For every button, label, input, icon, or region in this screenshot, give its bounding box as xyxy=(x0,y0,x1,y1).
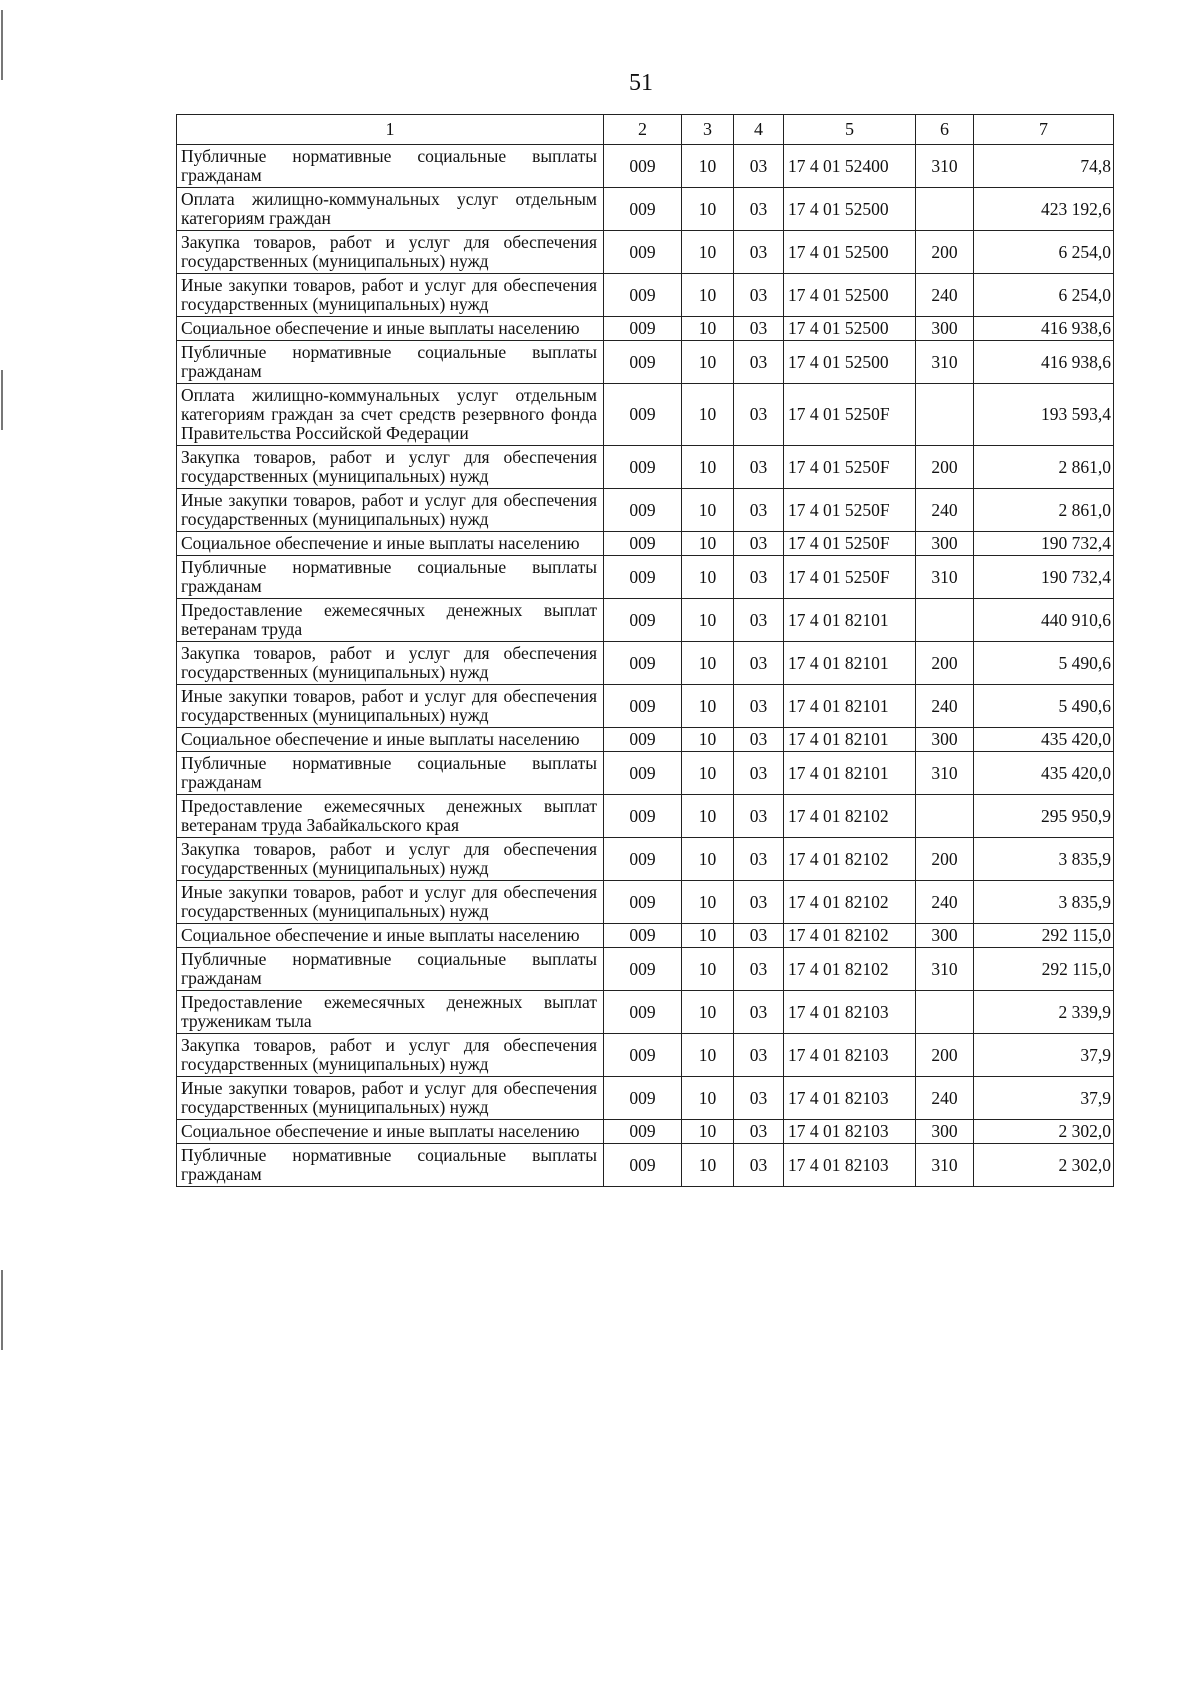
row-col4-cell: 03 xyxy=(734,1144,784,1187)
row-col2-cell: 009 xyxy=(604,728,682,752)
row-code-cell: 17 4 01 82101 xyxy=(784,728,916,752)
table-row xyxy=(177,924,1114,948)
row-type-cell: 310 xyxy=(916,556,974,599)
row-type-cell: 310 xyxy=(916,145,974,188)
row-name-cell: Закупка товаров, работ и услуг для обеспечения государственных (муниципальных) нужд xyxy=(177,231,604,274)
row-col3-cell: 10 xyxy=(682,599,734,642)
row-col3-cell: 10 xyxy=(682,752,734,795)
row-col2-cell: 009 xyxy=(604,685,682,728)
row-type-cell: 200 xyxy=(916,1034,974,1077)
row-name-cell: Социальное обеспечение и иные выплаты населению xyxy=(177,317,604,341)
table-row xyxy=(177,642,1114,685)
row-type-cell: 310 xyxy=(916,948,974,991)
row-col2-cell: 009 xyxy=(604,795,682,838)
row-code-cell: 17 4 01 82103 xyxy=(784,991,916,1034)
row-col2-cell: 009 xyxy=(604,838,682,881)
row-type-cell: 240 xyxy=(916,489,974,532)
row-name-cell: Публичные нормативные социальные выплаты гражданам xyxy=(177,145,604,188)
row-amount-cell: 435 420,0 xyxy=(974,752,1114,795)
row-type-cell xyxy=(916,599,974,642)
row-amount-cell: 37,9 xyxy=(974,1034,1114,1077)
budget-table xyxy=(176,114,1114,1187)
row-col3-cell: 10 xyxy=(682,556,734,599)
row-name-cell: Иные закупки товаров, работ и услуг для обеспечения государственных (муниципальных) нужд xyxy=(177,685,604,728)
row-amount-cell: 292 115,0 xyxy=(974,924,1114,948)
row-name-cell: Предоставление ежемесячных денежных выплат ветеранам труда Забайкальского края xyxy=(177,795,604,838)
row-code-cell: 17 4 01 82102 xyxy=(784,924,916,948)
row-col3-cell: 10 xyxy=(682,1120,734,1144)
row-col4-cell: 03 xyxy=(734,532,784,556)
table-row xyxy=(177,991,1114,1034)
table-row xyxy=(177,231,1114,274)
row-code-cell: 17 4 01 52500 xyxy=(784,341,916,384)
table-row xyxy=(177,188,1114,231)
row-col2-cell: 009 xyxy=(604,1034,682,1077)
row-amount-cell: 416 938,6 xyxy=(974,341,1114,384)
row-code-cell: 17 4 01 82102 xyxy=(784,948,916,991)
row-col4-cell: 03 xyxy=(734,728,784,752)
table-row xyxy=(177,274,1114,317)
row-col4-cell: 03 xyxy=(734,188,784,231)
row-col2-cell: 009 xyxy=(604,341,682,384)
row-amount-cell: 37,9 xyxy=(974,1077,1114,1120)
row-col2-cell: 009 xyxy=(604,991,682,1034)
row-code-cell: 17 4 01 52500 xyxy=(784,188,916,231)
row-amount-cell: 74,8 xyxy=(974,145,1114,188)
table-row xyxy=(177,384,1114,446)
scan-edge-marks xyxy=(0,0,4,1696)
row-name-cell: Социальное обеспечение и иные выплаты населению xyxy=(177,924,604,948)
row-col3-cell: 10 xyxy=(682,446,734,489)
row-code-cell: 17 4 01 82103 xyxy=(784,1077,916,1120)
row-col4-cell: 03 xyxy=(734,1034,784,1077)
row-col3-cell: 10 xyxy=(682,924,734,948)
row-code-cell: 17 4 01 82101 xyxy=(784,599,916,642)
row-col4-cell: 03 xyxy=(734,231,784,274)
row-col2-cell: 009 xyxy=(604,1144,682,1187)
row-amount-cell: 292 115,0 xyxy=(974,948,1114,991)
row-type-cell xyxy=(916,384,974,446)
row-amount-cell: 416 938,6 xyxy=(974,317,1114,341)
row-type-cell: 300 xyxy=(916,532,974,556)
row-amount-cell: 5 490,6 xyxy=(974,642,1114,685)
row-col3-cell: 10 xyxy=(682,728,734,752)
row-amount-cell: 2 861,0 xyxy=(974,489,1114,532)
row-code-cell: 17 4 01 5250F xyxy=(784,384,916,446)
row-type-cell: 300 xyxy=(916,1120,974,1144)
row-col3-cell: 10 xyxy=(682,881,734,924)
row-col2-cell: 009 xyxy=(604,145,682,188)
row-type-cell: 310 xyxy=(916,341,974,384)
row-name-cell: Предоставление ежемесячных денежных выплат труженикам тыла xyxy=(177,991,604,1034)
header-cell-4: 4 xyxy=(734,115,784,145)
row-col3-cell: 10 xyxy=(682,838,734,881)
row-name-cell: Иные закупки товаров, работ и услуг для обеспечения государственных (муниципальных) нужд xyxy=(177,489,604,532)
table-row xyxy=(177,728,1114,752)
row-type-cell: 200 xyxy=(916,231,974,274)
row-name-cell: Публичные нормативные социальные выплаты гражданам xyxy=(177,948,604,991)
row-col2-cell: 009 xyxy=(604,642,682,685)
row-name-cell: Оплата жилищно-коммунальных услуг отдельным категориям граждан xyxy=(177,188,604,231)
row-col4-cell: 03 xyxy=(734,1120,784,1144)
header-cell-1: 1 xyxy=(177,115,604,145)
row-amount-cell: 2 302,0 xyxy=(974,1144,1114,1187)
row-col4-cell: 03 xyxy=(734,685,784,728)
row-amount-cell: 6 254,0 xyxy=(974,231,1114,274)
row-col2-cell: 009 xyxy=(604,489,682,532)
row-name-cell: Закупка товаров, работ и услуг для обеспечения государственных (муниципальных) нужд xyxy=(177,1034,604,1077)
row-amount-cell: 440 910,6 xyxy=(974,599,1114,642)
row-amount-cell: 423 192,6 xyxy=(974,188,1114,231)
table-body xyxy=(177,145,1114,1187)
row-col2-cell: 009 xyxy=(604,752,682,795)
row-type-cell xyxy=(916,991,974,1034)
row-code-cell: 17 4 01 82101 xyxy=(784,685,916,728)
table-row xyxy=(177,948,1114,991)
table-row xyxy=(177,881,1114,924)
row-amount-cell: 5 490,6 xyxy=(974,685,1114,728)
row-name-cell: Предоставление ежемесячных денежных выплат ветеранам труда xyxy=(177,599,604,642)
row-amount-cell: 2 339,9 xyxy=(974,991,1114,1034)
table-row xyxy=(177,752,1114,795)
row-type-cell: 310 xyxy=(916,752,974,795)
header-cell-7: 7 xyxy=(974,115,1114,145)
row-type-cell: 200 xyxy=(916,446,974,489)
row-col2-cell: 009 xyxy=(604,1120,682,1144)
row-col2-cell: 009 xyxy=(604,274,682,317)
row-col4-cell: 03 xyxy=(734,145,784,188)
row-amount-cell: 190 732,4 xyxy=(974,532,1114,556)
row-col4-cell: 03 xyxy=(734,795,784,838)
row-col3-cell: 10 xyxy=(682,341,734,384)
row-code-cell: 17 4 01 82103 xyxy=(784,1144,916,1187)
row-type-cell: 300 xyxy=(916,728,974,752)
row-name-cell: Иные закупки товаров, работ и услуг для обеспечения государственных (муниципальных) нужд xyxy=(177,274,604,317)
row-amount-cell: 2 302,0 xyxy=(974,1120,1114,1144)
row-col3-cell: 10 xyxy=(682,795,734,838)
row-type-cell xyxy=(916,795,974,838)
row-col4-cell: 03 xyxy=(734,948,784,991)
row-code-cell: 17 4 01 82101 xyxy=(784,752,916,795)
row-col4-cell: 03 xyxy=(734,489,784,532)
row-col2-cell: 009 xyxy=(604,881,682,924)
row-code-cell: 17 4 01 82101 xyxy=(784,642,916,685)
row-type-cell: 200 xyxy=(916,642,974,685)
row-type-cell: 240 xyxy=(916,1077,974,1120)
row-code-cell: 17 4 01 52500 xyxy=(784,317,916,341)
row-amount-cell: 3 835,9 xyxy=(974,838,1114,881)
row-name-cell: Публичные нормативные социальные выплаты гражданам xyxy=(177,752,604,795)
row-name-cell: Социальное обеспечение и иные выплаты населению xyxy=(177,728,604,752)
row-name-cell: Публичные нормативные социальные выплаты гражданам xyxy=(177,556,604,599)
row-col3-cell: 10 xyxy=(682,948,734,991)
row-col4-cell: 03 xyxy=(734,274,784,317)
row-amount-cell: 3 835,9 xyxy=(974,881,1114,924)
header-cell-5: 5 xyxy=(784,115,916,145)
row-amount-cell: 295 950,9 xyxy=(974,795,1114,838)
row-code-cell: 17 4 01 5250F xyxy=(784,489,916,532)
row-col2-cell: 009 xyxy=(604,317,682,341)
row-type-cell: 300 xyxy=(916,924,974,948)
row-col3-cell: 10 xyxy=(682,489,734,532)
row-amount-cell: 2 861,0 xyxy=(974,446,1114,489)
row-col3-cell: 10 xyxy=(682,274,734,317)
row-col3-cell: 10 xyxy=(682,1034,734,1077)
table-row xyxy=(177,341,1114,384)
row-col3-cell: 10 xyxy=(682,188,734,231)
row-name-cell: Социальное обеспечение и иные выплаты населению xyxy=(177,1120,604,1144)
row-type-cell: 240 xyxy=(916,685,974,728)
row-col3-cell: 10 xyxy=(682,231,734,274)
row-name-cell: Публичные нормативные социальные выплаты гражданам xyxy=(177,1144,604,1187)
row-name-cell: Закупка товаров, работ и услуг для обеспечения государственных (муниципальных) нужд xyxy=(177,838,604,881)
row-col3-cell: 10 xyxy=(682,685,734,728)
row-col3-cell: 10 xyxy=(682,145,734,188)
row-col4-cell: 03 xyxy=(734,341,784,384)
row-amount-cell: 190 732,4 xyxy=(974,556,1114,599)
table-row xyxy=(177,599,1114,642)
row-type-cell: 240 xyxy=(916,881,974,924)
row-col2-cell: 009 xyxy=(604,231,682,274)
row-amount-cell: 435 420,0 xyxy=(974,728,1114,752)
row-col3-cell: 10 xyxy=(682,384,734,446)
table-row xyxy=(177,1077,1114,1120)
row-code-cell: 17 4 01 5250F xyxy=(784,556,916,599)
row-code-cell: 17 4 01 82103 xyxy=(784,1120,916,1144)
row-col3-cell: 10 xyxy=(682,1077,734,1120)
row-code-cell: 17 4 01 82102 xyxy=(784,838,916,881)
row-col4-cell: 03 xyxy=(734,838,784,881)
row-name-cell: Закупка товаров, работ и услуг для обеспечения государственных (муниципальных) нужд xyxy=(177,446,604,489)
row-col2-cell: 009 xyxy=(604,532,682,556)
row-code-cell: 17 4 01 5250F xyxy=(784,446,916,489)
row-col2-cell: 009 xyxy=(604,556,682,599)
row-col4-cell: 03 xyxy=(734,991,784,1034)
row-col4-cell: 03 xyxy=(734,446,784,489)
row-col3-cell: 10 xyxy=(682,1144,734,1187)
row-name-cell: Закупка товаров, работ и услуг для обеспечения государственных (муниципальных) нужд xyxy=(177,642,604,685)
row-amount-cell: 193 593,4 xyxy=(974,384,1114,446)
row-type-cell: 240 xyxy=(916,274,974,317)
row-col3-cell: 10 xyxy=(682,642,734,685)
row-code-cell: 17 4 01 82102 xyxy=(784,881,916,924)
table-row xyxy=(177,1120,1114,1144)
row-col4-cell: 03 xyxy=(734,1077,784,1120)
row-col4-cell: 03 xyxy=(734,317,784,341)
row-type-cell xyxy=(916,188,974,231)
row-col4-cell: 03 xyxy=(734,752,784,795)
row-name-cell: Оплата жилищно-коммунальных услуг отдельным категориям граждан за счет средств резервного фонда Правительства Российской Федерации xyxy=(177,384,604,446)
row-col2-cell: 009 xyxy=(604,384,682,446)
table-row xyxy=(177,556,1114,599)
row-col3-cell: 10 xyxy=(682,532,734,556)
row-type-cell: 200 xyxy=(916,838,974,881)
row-code-cell: 17 4 01 52500 xyxy=(784,274,916,317)
row-code-cell: 17 4 01 82103 xyxy=(784,1034,916,1077)
row-col3-cell: 10 xyxy=(682,991,734,1034)
row-col2-cell: 009 xyxy=(604,1077,682,1120)
table-row xyxy=(177,532,1114,556)
row-name-cell: Иные закупки товаров, работ и услуг для обеспечения государственных (муниципальных) нужд xyxy=(177,1077,604,1120)
row-code-cell: 17 4 01 82102 xyxy=(784,795,916,838)
table-row xyxy=(177,1034,1114,1077)
row-code-cell: 17 4 01 52400 xyxy=(784,145,916,188)
row-col4-cell: 03 xyxy=(734,556,784,599)
table-row xyxy=(177,795,1114,838)
row-col2-cell: 009 xyxy=(604,599,682,642)
row-col3-cell: 10 xyxy=(682,317,734,341)
header-cell-6: 6 xyxy=(916,115,974,145)
row-col4-cell: 03 xyxy=(734,384,784,446)
row-col4-cell: 03 xyxy=(734,881,784,924)
row-code-cell: 17 4 01 5250F xyxy=(784,532,916,556)
row-col4-cell: 03 xyxy=(734,924,784,948)
row-col4-cell: 03 xyxy=(734,599,784,642)
row-name-cell: Публичные нормативные социальные выплаты гражданам xyxy=(177,341,604,384)
row-col2-cell: 009 xyxy=(604,948,682,991)
table-row xyxy=(177,838,1114,881)
header-cell-2: 2 xyxy=(604,115,682,145)
table-row xyxy=(177,446,1114,489)
row-col2-cell: 009 xyxy=(604,924,682,948)
table-row xyxy=(177,145,1114,188)
table-row xyxy=(177,489,1114,532)
header-cell-3: 3 xyxy=(682,115,734,145)
table-row xyxy=(177,685,1114,728)
table-header-row xyxy=(177,115,1114,145)
row-name-cell: Социальное обеспечение и иные выплаты населению xyxy=(177,532,604,556)
row-type-cell: 300 xyxy=(916,317,974,341)
row-col4-cell: 03 xyxy=(734,642,784,685)
row-col2-cell: 009 xyxy=(604,446,682,489)
row-col2-cell: 009 xyxy=(604,188,682,231)
page-number: 51 xyxy=(629,70,653,96)
row-name-cell: Иные закупки товаров, работ и услуг для обеспечения государственных (муниципальных) нужд xyxy=(177,881,604,924)
row-amount-cell: 6 254,0 xyxy=(974,274,1114,317)
row-type-cell: 310 xyxy=(916,1144,974,1187)
table-row xyxy=(177,317,1114,341)
table-row xyxy=(177,1144,1114,1187)
row-code-cell: 17 4 01 52500 xyxy=(784,231,916,274)
